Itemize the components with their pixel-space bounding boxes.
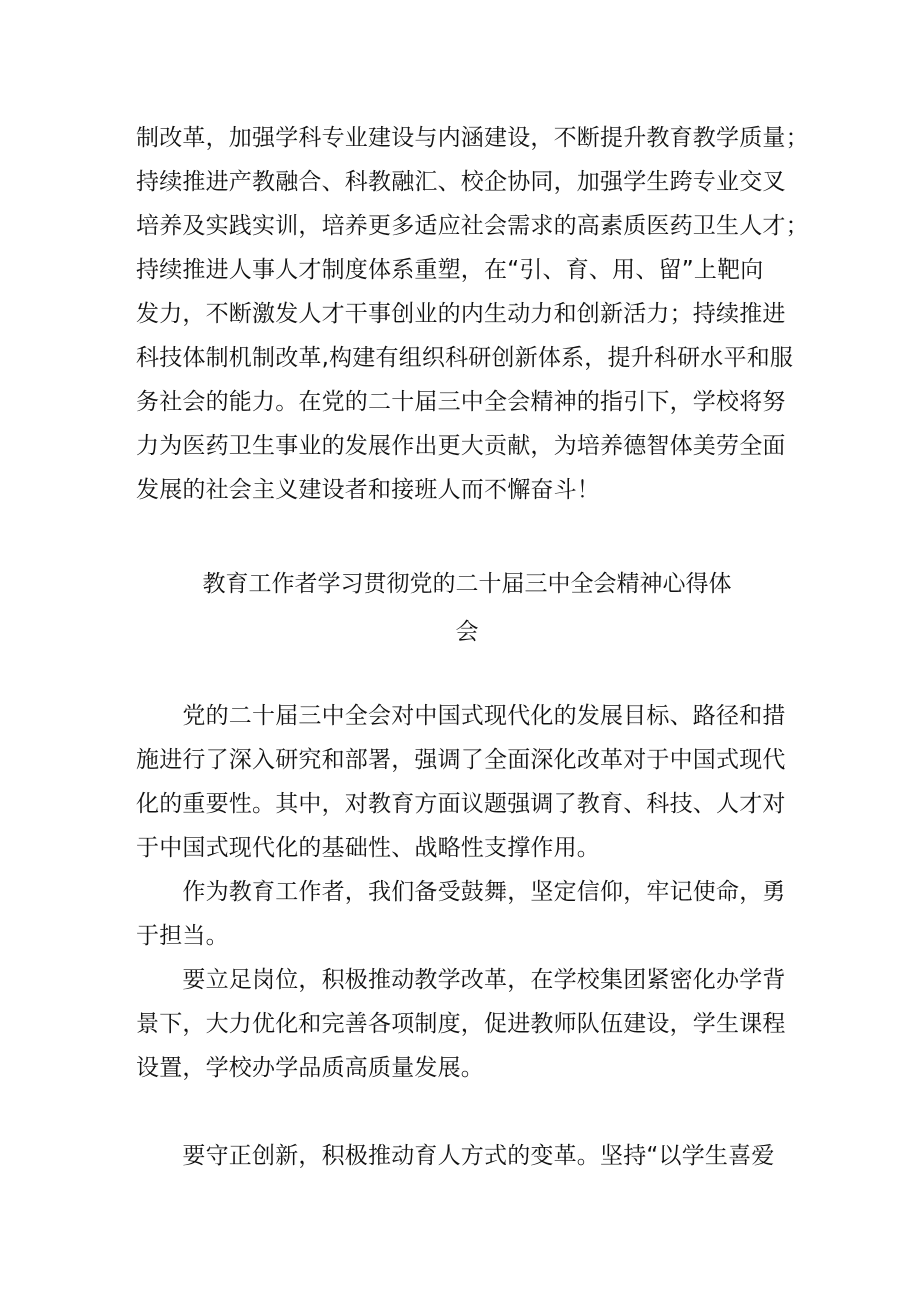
intro-paragraph: [136, 116, 809, 512]
text-line: 发展的社会主义建设者和接班人而不懈奋斗！: [136, 477, 600, 503]
paragraph-1: [136, 694, 798, 870]
text-line: 培养及实践实训，培养更多适应社会需求的高素质医药卫生人才；: [136, 213, 809, 239]
title-line: 会: [455, 619, 479, 645]
text-line: 施进行了深入研究和部署，强调了全面深化改革对于中国式现代: [136, 747, 786, 773]
text-line: 作为教育工作者，我们备受鼓舞，坚定信仰，牢记使命，勇: [136, 879, 786, 905]
text-line: 务社会的能力。在党的二十届三中全会精神的指引下，学校将努: [136, 389, 786, 415]
text-line: 景下，大力优化和完善各项制度，促进教师队伍建设，学生课程: [136, 1011, 786, 1037]
text-line: 发力，不断激发人才干事创业的内生动力和创新活力；持续推进: [136, 301, 786, 327]
text-line: 党的二十届三中全会对中国式现代化的发展目标、路径和措: [136, 703, 786, 729]
article-title: [136, 560, 798, 656]
text-line: 持续推进人事人才制度体系重塑，在“引、育、用、留”上靶向: [136, 257, 764, 283]
paragraph-3: [136, 958, 798, 1090]
text-line: 于中国式现代化的基础性、战略性支撑作用。: [136, 835, 600, 861]
title-line: 教育工作者学习贯彻党的二十届三中全会精神心得体: [202, 571, 732, 597]
text-line: 化的重要性。其中，对教育方面议题强调了教育、科技、人才对: [136, 791, 786, 817]
text-line: 持续推进产教融合、科教融汇、校企协同，加强学生跨专业交叉: [136, 169, 786, 195]
text-line: 设置，学校办学品质高质量发展。: [136, 1055, 484, 1081]
text-line: 要守正创新，积极推动育人方式的变革。坚持“以学生喜爱: [136, 1143, 775, 1169]
text-line: 要立足岗位，积极推动教学改革，在学校集团紧密化办学背: [136, 967, 786, 993]
text-line: 科技体制机制改革,构建有组织科研创新体系，提升科研水平和服: [136, 345, 794, 371]
text-line: 制改革，加强学科专业建设与内涵建设，不断提升教育教学质量；: [136, 125, 809, 151]
text-line: 力为医药卫生事业的发展作出更大贡献，为培养德智体美劳全面: [136, 433, 786, 459]
paragraph-4: [136, 1134, 798, 1178]
paragraph-2: [136, 870, 798, 958]
text-line: 于担当。: [136, 923, 229, 949]
